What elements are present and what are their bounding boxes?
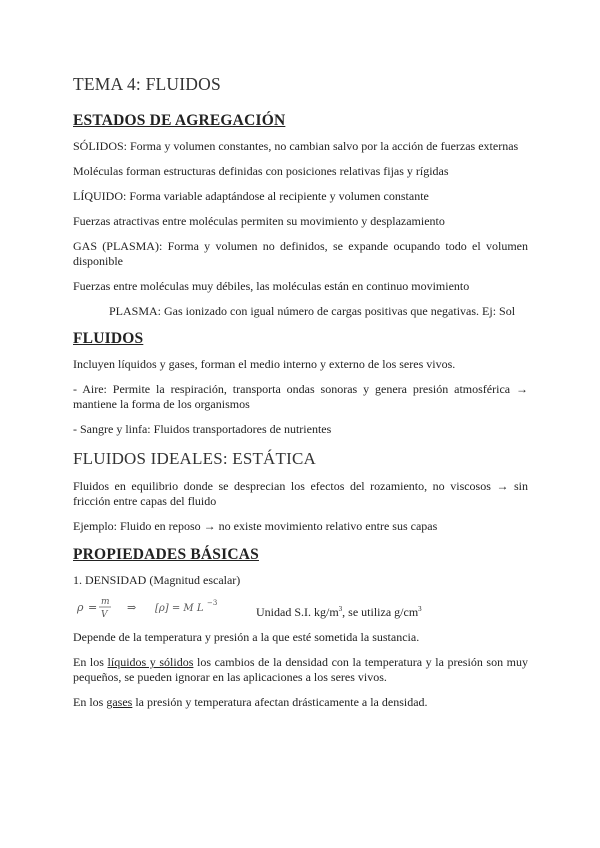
- paragraph-liquidos-solidos: En los líquidos y sólidos los cambios de la densidad con la temperatura y la presión son muy pequeños, se pueden ignorar en las aplicaciones a los seres vivos.: [73, 655, 529, 684]
- paragraph-incluyen: Incluyen líquidos y gases, forman el medio interno y externo de los seres vivos.: [73, 357, 456, 371]
- document-title: TEMA 4: FLUIDOS: [73, 74, 221, 94]
- paragraph-ejemplo: Ejemplo: Fluido en reposo → no existe movimiento relativo entre sus capas: [73, 519, 438, 533]
- formula-numerator: m: [101, 597, 110, 607]
- formula-denominator: V: [101, 610, 108, 620]
- density-unit: Unidad S.I. $kg/m^3$, se utiliza $g/cm^3$: [256, 605, 422, 619]
- heading-fluidos-ideales: FLUIDOS IDEALES: ESTÁTICA: [73, 449, 316, 468]
- paragraph-plasma: PLASMA: Gas ionizado con igual número de cargas positivas que negativas. Ej: Sol: [109, 304, 516, 318]
- formula-arrow: ⇒: [127, 601, 137, 614]
- paragraph-solidos: SÓLIDOS: Forma y volumen constantes, no cambian salvo por la acción de fuerzas externas: [73, 139, 519, 153]
- paragraph-depende: Depende de la temperatura y presión a la que esté sometida la sustancia.: [73, 630, 420, 644]
- paragraph-gas: GAS (PLASMA): Forma y volumen no definidos, se expande ocupando todo el volumen disponible: [73, 239, 528, 268]
- density-formula-row: [73, 596, 528, 622]
- heading-propiedades: PROPIEDADES BÁSICAS: [73, 546, 259, 563]
- formula-equals: =: [88, 601, 98, 614]
- formula-exponent: −3: [207, 599, 218, 607]
- paragraph-fuerzas-debiles: Fuerzas entre moléculas muy débiles, las moléculas están en continuo movimiento: [73, 279, 470, 293]
- paragraph-gases: En los gases la presión y temperatura afectan drásticamente a la densidad.: [73, 695, 428, 709]
- paragraph-equilibrio: Fluidos en equilibrio donde se desprecian los efectos del rozamiento, no viscosos → sin fricción entre capas del fluido: [73, 479, 528, 508]
- paragraph-aire: - Aire: Permite la respiración, transporta ondas sonoras y genera presión atmosférica → mantiene la forma de los organismos: [73, 382, 528, 411]
- paragraph-sangre: - Sangre y linfa: Fluidos transportadores de nutrientes: [73, 422, 332, 436]
- formula-dimension: [ρ] = M L: [155, 603, 204, 614]
- heading-fluidos: FLUIDOS: [73, 330, 144, 347]
- paragraph-fuerzas-atractivas: Fuerzas atractivas entre moléculas permiten su movimiento y desplazamiento: [73, 214, 445, 228]
- formula-rho: ρ: [77, 601, 84, 614]
- item-densidad: 1. DENSIDAD (Magnitud escalar): [73, 573, 241, 587]
- document-content: [73, 74, 528, 710]
- density-formula: [75, 596, 225, 622]
- paragraph-liquido: LÍQUIDO: Forma variable adaptándose al recipiente y volumen constante: [73, 189, 429, 203]
- paragraph-moleculas: Moléculas forman estructuras definidas con posiciones relativas fijas y rígidas: [73, 164, 449, 178]
- heading-estados: ESTADOS DE AGREGACIÓN: [73, 112, 286, 129]
